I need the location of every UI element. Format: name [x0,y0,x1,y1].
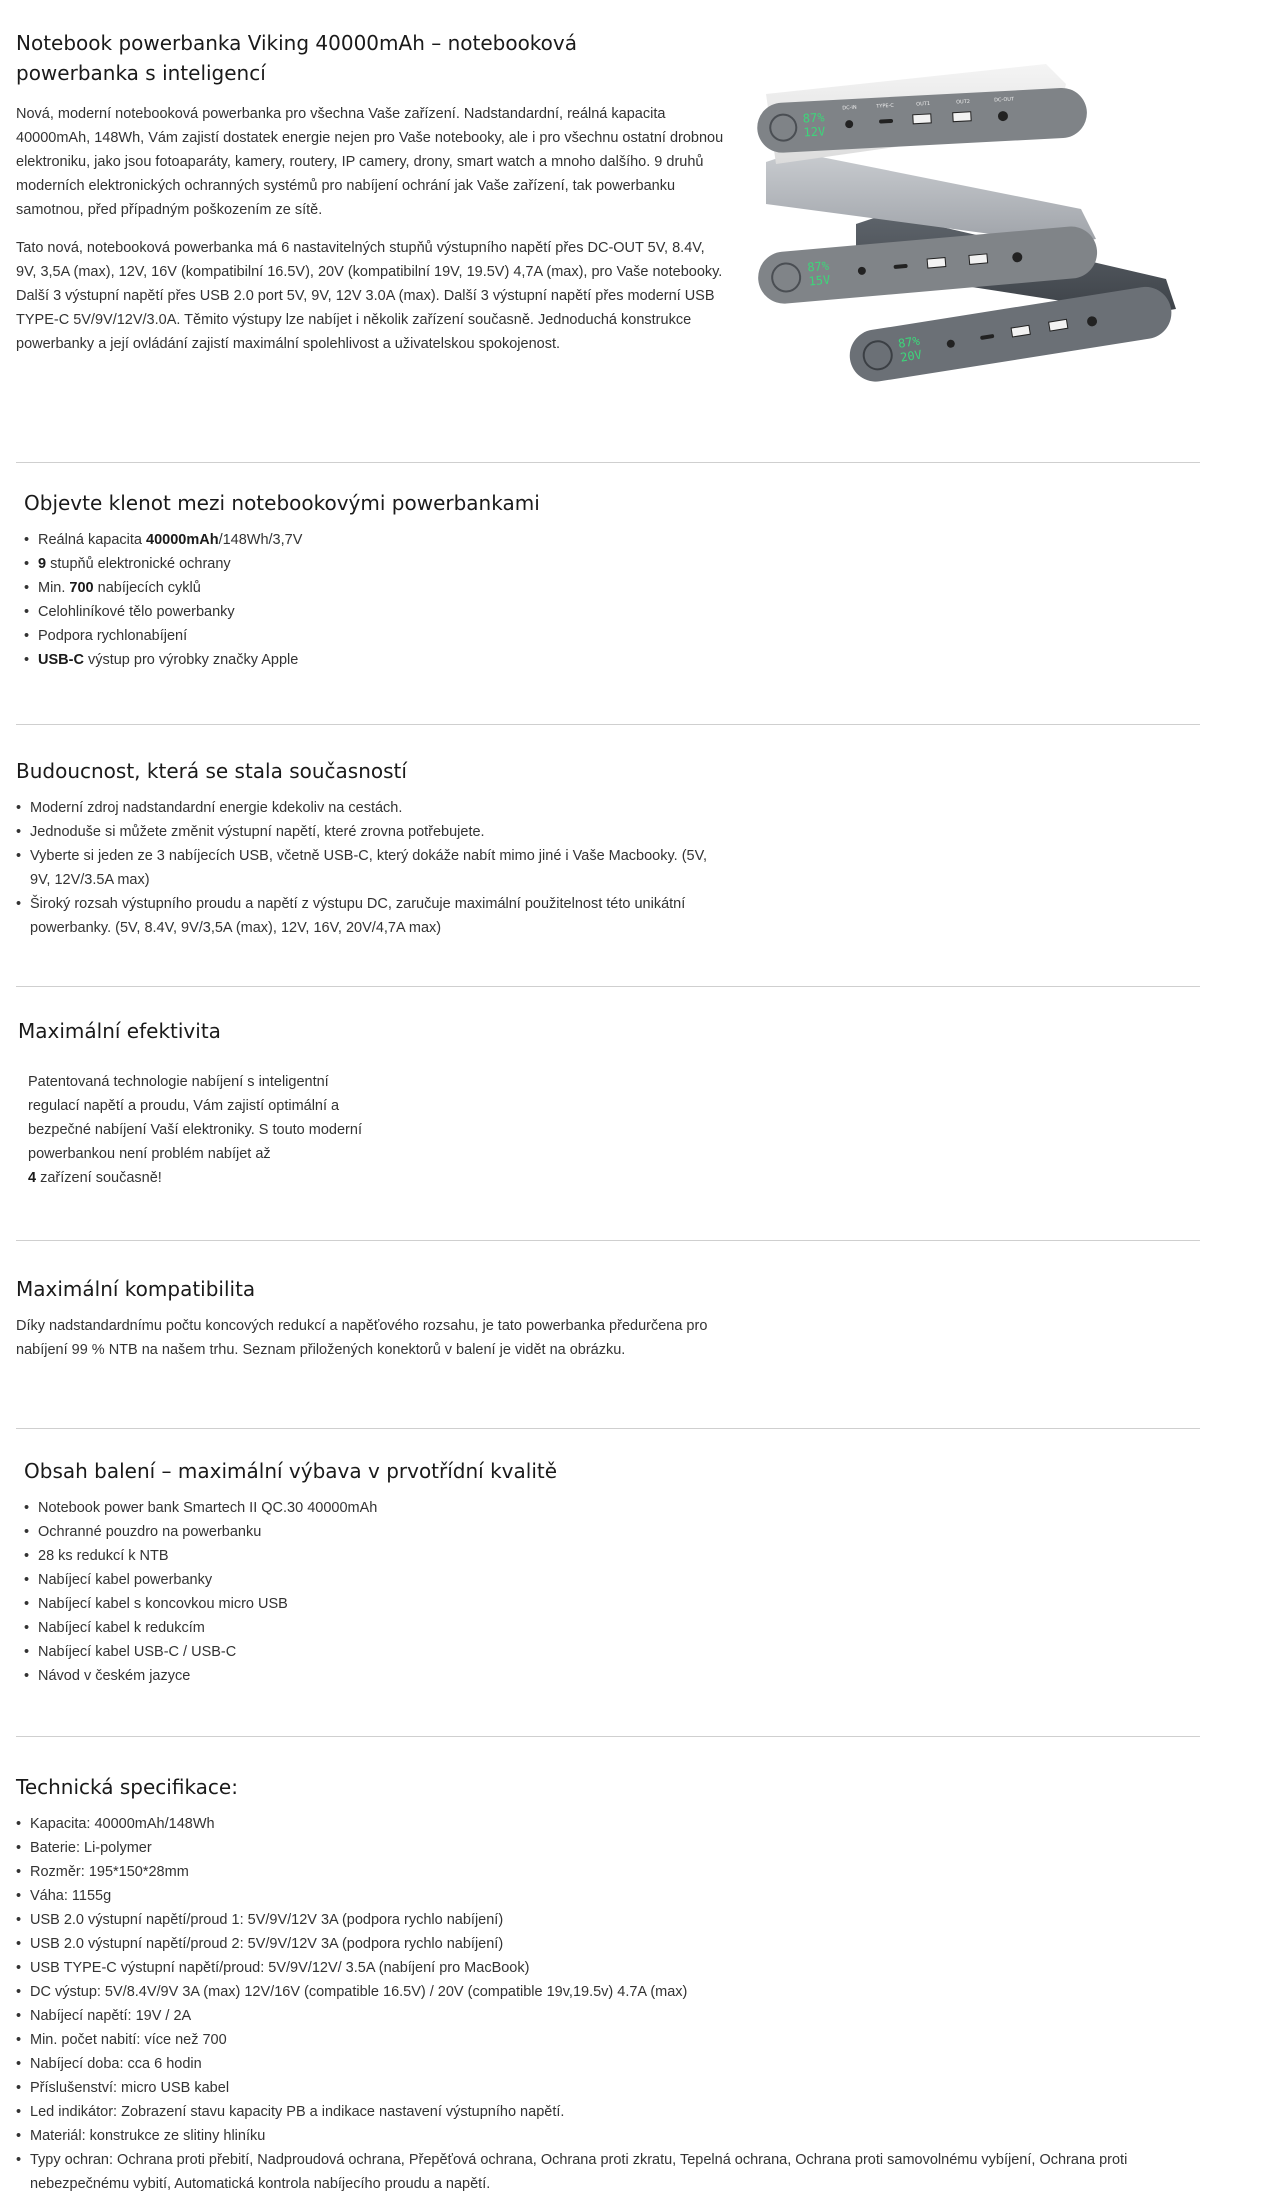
future-title: Budoucnost, která se stala současností [16,759,407,783]
intro-paragraph-1: Nová, moderní notebooková powerbanka pro všechna Vaše zařízení. Nadstandardní, reálná kapacita 40000mAh, 148Wh, Vám zajistí dostatek energie nejen pro Vaše notebooky, ale i pro všechnu ostatní drobnou elektroniku, jako jsou fotoaparáty, kamery, routery, IP camery, drony, smart watch a mnoho dalšího. 9 druhů moderních elektronických ochranných systémů pro nabíjení ochrání jak Vaše zařízení, tak powerbanku samotnou, před případným poškozením ze sítě. [16,106,724,218]
specs-list [16,1812,1200,2196]
display-silver: 87% [806,258,830,275]
specs-title: Technická specifikace: [16,1775,238,1799]
svg-text:DC-OUT: DC-OUT [993,96,1015,104]
display-white: 87% [802,110,825,126]
compatibility-text: Díky nadstandardnímu počtu koncových redukcí a napěťového rozsahu, je tato powerbanka předurčena pro nabíjení 99 % NTB na našem trhu. Seznam přiložených konektorů v balení je vidět na obrázku. [16,1318,708,1358]
list-item: • Vyberte si jeden ze 3 nabíjecích USB, včetně USB-C, který dokáže nabít mimo jiné i Vaše Macbooky. (5V, 9V, 12V/3.5A max) [16,844,726,892]
divider [16,986,1200,987]
list-item: • Jednoduše si můžete změnit výstupní napětí, které zrovna potřebujete. [16,820,726,844]
list-item: • Příslušenství: micro USB kabel [16,2076,1200,2100]
package-list [24,1496,1174,1688]
list-item: • Nabíjecí kabel s koncovkou micro USB [24,1592,1174,1616]
list-item: • Kapacita: 40000mAh/148Wh [16,1812,1200,1836]
svg-text:OUT1: OUT1 [916,100,931,108]
list-item: • Ochranné pouzdro na powerbanku [24,1520,1174,1544]
divider [16,1428,1200,1429]
list-item: • 28 ks redukcí k NTB [24,1544,1174,1568]
svg-text:12V: 12V [803,124,826,140]
svg-text:15V: 15V [807,272,831,289]
future-list [16,796,726,940]
divider [16,462,1200,463]
compatibility-title: Maximální kompatibilita [16,1277,256,1301]
list-item: • Nabíjecí kabel powerbanky [24,1568,1174,1592]
display-dark: 87% [897,333,921,351]
future-section [16,756,726,940]
list-item: • Široký rozsah výstupního proudu a napětí z výstupu DC, zaručuje maximální použitelnost této unikátní powerbanky. (5V, 8.4V, 9V/3,5A (max), 12V, 16V, 20V/4,7A max) [16,892,726,940]
divider [16,1240,1200,1241]
list-item: • Min. počet nabití: více než 700 [16,2028,1200,2052]
svg-text:OUT2: OUT2 [956,98,971,106]
divider [16,1736,1200,1737]
efficiency-text: Patentovaná technologie nabíjení s inteligentní regulací napětí a proudu, Vám zajistí optimální a bezpečné nabíjení Vaší elektroniky. S touto moderní powerbankou není problém nabíjet až 4 zařízení současně! [28,1074,362,1186]
list-item: • Notebook power bank Smartech II QC.30 40000mAh [24,1496,1174,1520]
list-item: • USB-C výstup pro výrobky značky Apple [24,648,1174,672]
powerbank-white [756,64,1088,164]
list-item: • Nabíjecí napětí: 19V / 2A [16,2004,1200,2028]
svg-text:TYPE-C: TYPE-C [876,102,895,110]
svg-text:DC-IN: DC-IN [842,104,857,112]
compatibility-section [16,1274,726,1362]
highlights-list [24,528,1174,672]
divider [16,724,1200,725]
svg-text:20V: 20V [899,347,923,365]
product-image [736,64,1196,384]
list-item: • Celohliníkové tělo powerbanky [24,600,1174,624]
list-item: • USB TYPE-C výstupní napětí/proud: 5V/9V/12V/ 3.5A (nabíjení pro MacBook) [16,1956,1200,1980]
list-item: • Váha: 1155g [16,1884,1200,1908]
list-item: • 9 stupňů elektronické ochrany [24,552,1174,576]
list-item: • Baterie: Li-polymer [16,1836,1200,1860]
intro-paragraph-2: Tato nová, notebooková powerbanka má 6 nastavitelných stupňů výstupního napětí přes DC-OUT 5V, 8.4V, 9V, 3,5A (max), 12V, 16V (kompatibilní 16.5V), 20V (kompatibilní 19V, 19.5V) 4,7A (max), pro Vaše notebooky. Další 3 výstupní napětí přes USB 2.0 port 5V, 9V, 12V 3.0A (max). Další 3 výstupní napětí přes moderní USB TYPE-C 5V/9V/12V/3.0A. Těmito výstupy lze nabíjet i několik zařízení současně. Jednoduchá konstrukce powerbanky a její ovládání zajistí maximální spolehlivost a uživatelskou spokojenost. [16,240,723,352]
efficiency-section [18,1016,418,1190]
list-item: • Min. 700 nabíjecích cyklů [24,576,1174,600]
specs-section [16,1772,1200,2196]
list-item: • Nabíjecí doba: cca 6 hodin [16,2052,1200,2076]
list-item: • Nabíjecí kabel USB-C / USB-C [24,1640,1174,1664]
product-title: Notebook powerbanka Viking 40000mAh – notebooková powerbanka s inteligencí [16,31,578,85]
list-item: • Nabíjecí kabel k redukcím [24,1616,1174,1640]
package-section [24,1456,1174,1688]
list-item: • USB 2.0 výstupní napětí/proud 2: 5V/9V/12V 3A (podpora rychlo nabíjení) [16,1932,1200,1956]
list-item: • Materiál: konstrukce ze slitiny hliníku [16,2124,1200,2148]
list-item: • Moderní zdroj nadstandardní energie kdekoliv na cestách. [16,796,726,820]
list-item: • DC výstup: 5V/8.4V/9V 3A (max) 12V/16V (compatible 16.5V) / 20V (compatible 19v,19.5v) 4.7A (max) [16,1980,1200,2004]
list-item: • USB 2.0 výstupní napětí/proud 1: 5V/9V/12V 3A (podpora rychlo nabíjení) [16,1908,1200,1932]
intro-section [16,28,726,356]
list-item: • Led indikátor: Zobrazení stavu kapacity PB a indikace nastavení výstupního napětí. [16,2100,1200,2124]
highlights-title: Objevte klenot mezi notebookovými powerbankami [24,491,540,515]
package-title: Obsah balení – maximální výbava v prvotřídní kvalitě [24,1459,558,1483]
highlights-section [24,488,1174,672]
list-item: • Typy ochran: Ochrana proti přebití, Nadproudová ochrana, Přepěťová ochrana, Ochrana proti zkratu, Tepelná ochrana, Ochrana proti samovolnému vybíjení, Ochrana proti nebezpečnému vybití, Automatická kontrola nabíjecího proudu a napětí. [16,2148,1200,2196]
list-item: • Rozměr: 195*150*28mm [16,1860,1200,1884]
list-item: • Reálná kapacita 40000mAh/148Wh/3,7V [24,528,1174,552]
list-item: • Návod v českém jazyce [24,1664,1174,1688]
list-item: • Podpora rychlonabíjení [24,624,1174,648]
efficiency-title: Maximální efektivita [18,1019,221,1043]
